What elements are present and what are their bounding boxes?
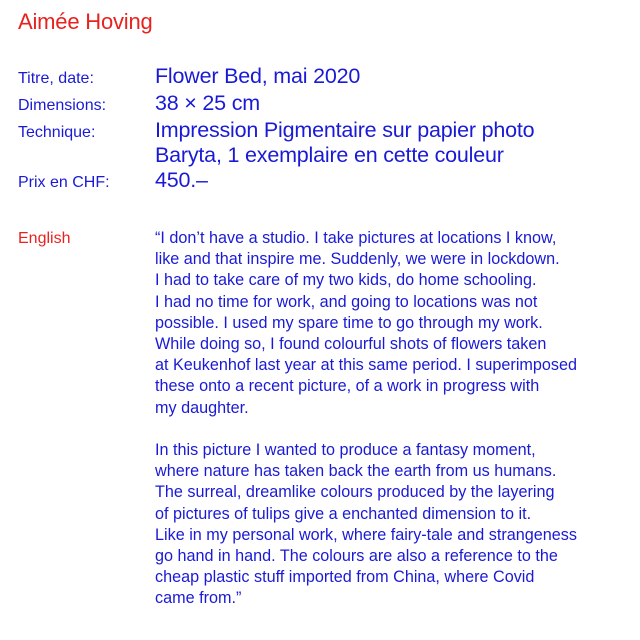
detail-value-line: Baryta, 1 exemplaire en cette couleur — [155, 143, 504, 167]
detail-label-dimensions: Dimensions: — [18, 97, 107, 114]
statement-line: I had to take care of my two kids, do home schooling. — [155, 271, 537, 290]
statement-paragraph-2 — [155, 440, 630, 610]
statement-line: cheap plastic stuff imported from China, where Covid — [155, 568, 535, 587]
artwork-details — [18, 64, 628, 195]
statement-line: “I don’t have a studio. I take pictures at locations I know, — [155, 229, 557, 247]
detail-row-technique — [18, 118, 628, 168]
statement-line: I had no time for work, and going to locations was not — [155, 292, 538, 311]
detail-label-technique: Technique: — [18, 124, 96, 141]
detail-row-title — [18, 64, 628, 91]
statement-line: of pictures of tulips give a enchanted dimension to it. — [155, 504, 532, 523]
statement-line: possible. I used my spare time to go through my work. — [155, 313, 543, 332]
detail-row-dimensions — [18, 91, 628, 118]
detail-value-line: Impression Pigmentaire sur papier photo — [155, 118, 535, 142]
statement-line: go hand in hand. The colours are also a reference to the — [155, 547, 558, 566]
statement-line: The surreal, dreamlike colours produced by the layering — [155, 483, 555, 502]
language-label-english: English — [18, 230, 71, 247]
statement-line: at Keukenhof last year at this same period. I superimposed — [155, 356, 578, 375]
detail-value-technique — [155, 118, 534, 168]
detail-label-title: Titre, date: — [18, 70, 94, 87]
detail-value-line: 38 × 25 cm — [155, 91, 260, 115]
statement-line: these onto a recent picture, of a work in progress with — [155, 377, 540, 396]
english-statement — [155, 228, 630, 631]
detail-value-price — [155, 168, 208, 193]
statement-line: In this picture I wanted to produce a fantasy moment, — [155, 441, 536, 460]
statement-line: While doing so, I found colourful shots of flowers taken — [155, 335, 547, 354]
statement-paragraph-1 — [155, 228, 630, 419]
statement-line: came from.” — [155, 589, 242, 608]
statement-line: my daughter. — [155, 398, 249, 417]
statement-line: where nature has taken back the earth from us humans. — [155, 462, 557, 481]
artist-name: Aimée Hoving — [18, 9, 153, 34]
detail-value-title — [155, 64, 360, 89]
detail-value-line: Flower Bed, mai 2020 — [155, 64, 361, 88]
detail-value-dimensions — [155, 91, 260, 116]
detail-row-price — [18, 168, 628, 195]
detail-label-price: Prix en CHF: — [18, 174, 110, 191]
detail-value-line: 450.– — [155, 168, 208, 192]
statement-line: Like in my personal work, where fairy-tale and strangeness — [155, 525, 577, 544]
statement-line: like and that inspire me. Suddenly, we were in lockdown. — [155, 250, 560, 269]
